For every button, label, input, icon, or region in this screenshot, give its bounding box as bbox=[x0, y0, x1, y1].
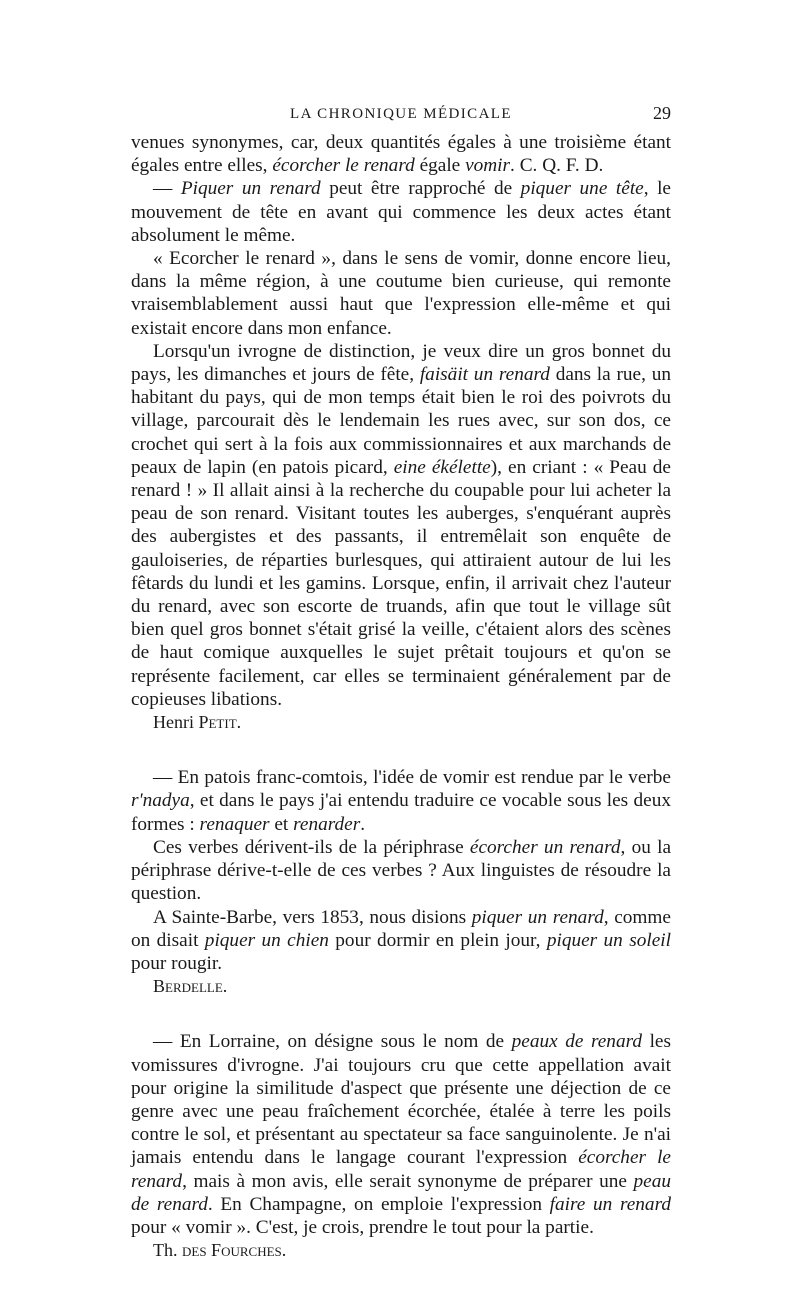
paragraph: Ces verbes dérivent-ils de la périphrase écorcher un renard, ou la périphrase dérive-t-elle de ces verbes ? Aux linguistes de résoudre la question. bbox=[131, 836, 672, 905]
page-number: 29 bbox=[653, 103, 671, 123]
paragraph: « Ecorcher le renard », dans le sens de vomir, donne encore lieu, dans la même région, à une coutume bien curieuse, qui remonte vraisemblablement aussi haut que l'expression elle-même et qui existait encore dans mon enfance. bbox=[131, 248, 671, 339]
page-header bbox=[131, 100, 671, 124]
signature-th-des-fourches: Th. des Fourches. bbox=[153, 1240, 287, 1261]
paragraph: Lorsqu'un ivrogne de distinction, je veux dire un gros bonnet du pays, les dimanches et jours de fête, faisäit un renard dans la rue, un habitant du pays, qui de mon temps était bien le roi des poivrots du village, parcourait dès le lendemain les rues avec, sur son dos, ce crochet qui sert à la fois aux commissionnaires et aux marchands de peaux de lapin (en patois picard, eine ékélette), en criant : « Peau de renard ! » Il allait ainsi à la recherche du coupable pour lui acheter la peau de son renard. Visitant toutes les auberges, s'enquérant auprès des aubergistes et des passants, il entremêlait son enquête de gauloiseries, de réparties burlesques, qui attiraient autour de lui les fêtards du lundi et les gamins. Lorsque, enfin, il arrivait chez l'auteur du renard, avec son escorte de truands, afin que tout le village sût bien quel gros bonnet s'était grisé la veille, c'étaient alors des scènes de haut comique auxquelles le sujet prêtait toujours et qu'on se représente facilement, car elles se terminaient généralement par de copieuses libations. bbox=[131, 340, 671, 710]
signature-berdelle: Berdelle. bbox=[153, 976, 228, 997]
section-gap bbox=[131, 998, 671, 1030]
paragraph: venues synonymes, car, deux quantités égales à une troisième étant égales entre elles, écorcher le renard égale vomir. C. Q. F. D. bbox=[131, 132, 671, 177]
paragraph: — En patois franc-comtois, l'idée de vomir est rendue par le verbe r'nadya, et dans le pays j'ai entendu traduire ce vocable sous les deux formes : renaquer et renarder. bbox=[131, 767, 671, 835]
paragraph: A Sainte-Barbe, vers 1853, nous disions piquer un renard, comme on disait piquer un chien pour dormir en plein jour, piquer un soleil pour rougir. bbox=[131, 906, 671, 974]
running-title: LA CHRONIQUE MÉDICALE bbox=[290, 106, 512, 122]
body-text bbox=[131, 131, 671, 1262]
paragraph: — Piquer un renard peut être rapproché de piquer une tête, le mouvement de tête en avant qui commence les deux actes étant absolument le même. bbox=[131, 178, 671, 246]
section-gap bbox=[131, 734, 671, 766]
paragraph: — En Lorraine, on désigne sous le nom de peaux de renard les vomissures d'ivrogne. J'ai toujours cru que cette appellation avait pour origine la similitude d'aspect que présente une déjection de ce genre avec une peau fraîchement écorchée, étalée à terre les poils contre le sol, et présentant au spectateur sa face sanguinolente. Je n'ai jamais entendu dans le langage courant l'expression écorcher le renard, mais à mon avis, elle serait synonyme de préparer une peau de renard. En Champagne, on emploie l'expression faire un renard pour « vomir ». C'est, je crois, prendre le tout pour la partie. bbox=[131, 1031, 671, 1238]
signature-henri-petit: Henri Petit. bbox=[153, 712, 242, 733]
